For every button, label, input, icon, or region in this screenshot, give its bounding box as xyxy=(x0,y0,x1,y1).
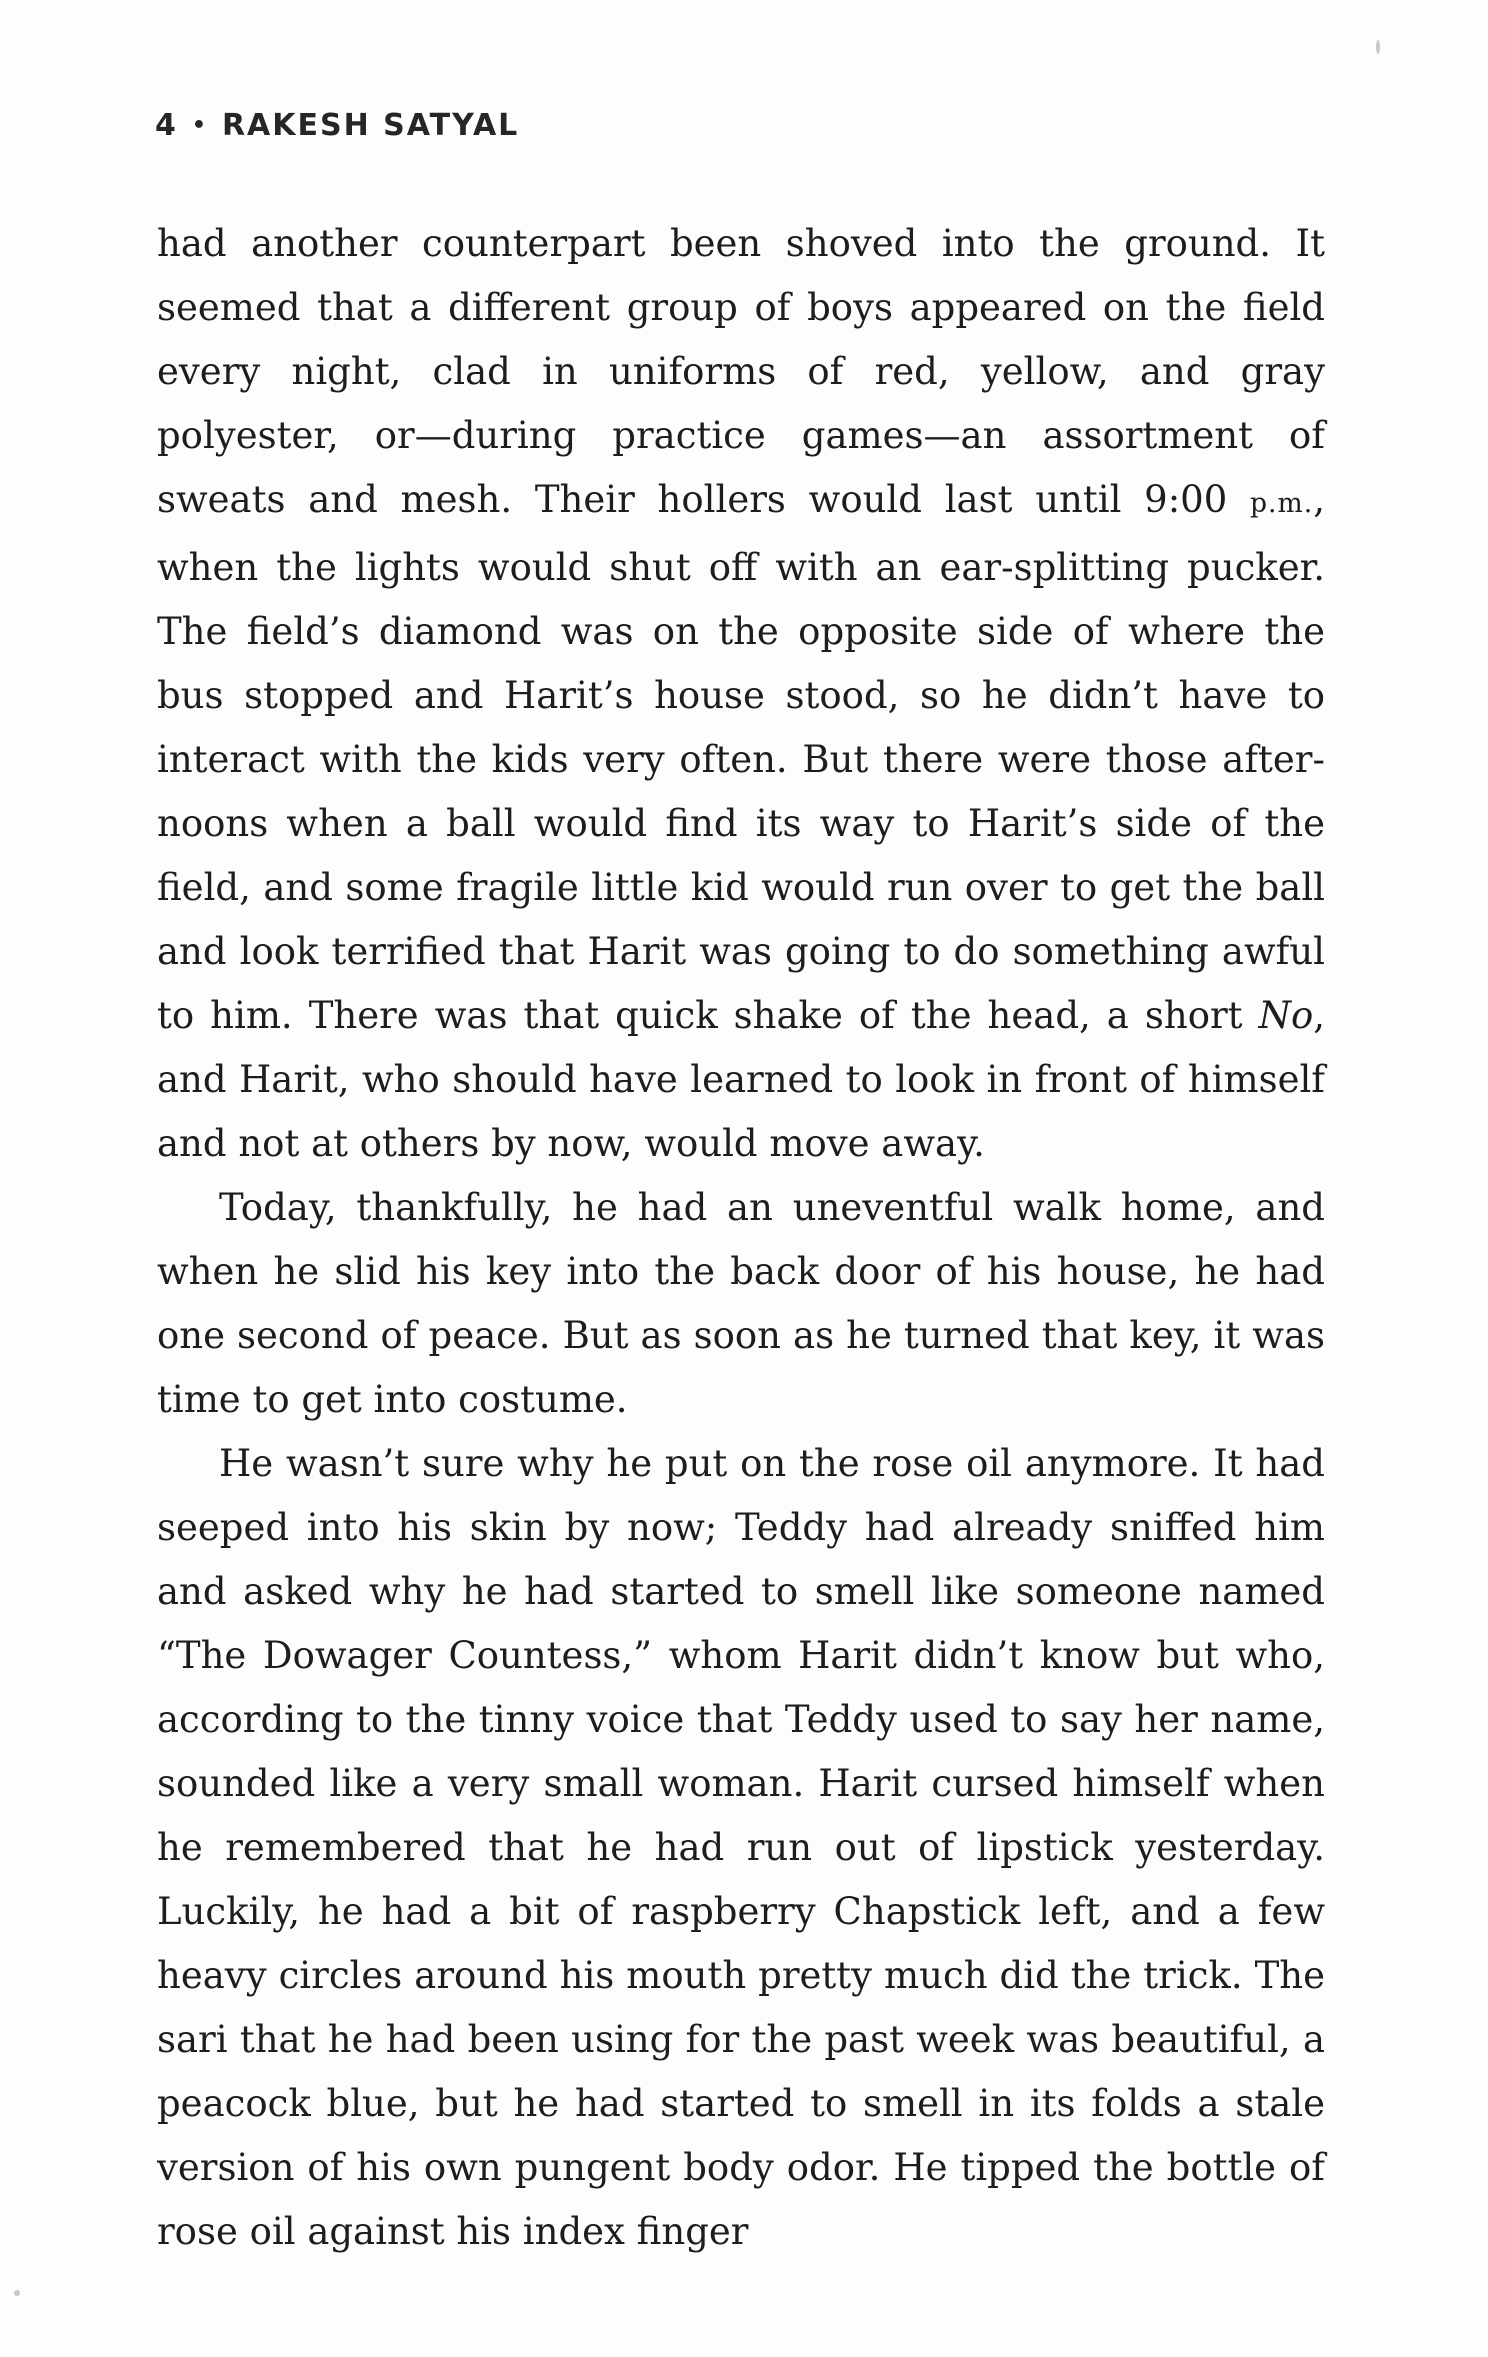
paper-speck xyxy=(1376,40,1380,54)
body-text xyxy=(157,212,1325,2264)
paragraph-1 xyxy=(157,212,1325,1176)
paper-speck xyxy=(14,2290,20,2296)
paragraph-2: Today, thankfully, he had an uneventful walk home, and when he slid his key into the back door of his house, he had one second of peace. But as soon as he turned that key, it was time to get into costume. xyxy=(157,1186,1325,1421)
time-suffix: p.m. xyxy=(1250,488,1314,519)
running-head xyxy=(155,108,519,143)
paragraph-1-part-2: , when the lights would shut off with an ear-splitting pucker. The field’s diamond was on the opposite side of where the bus stopped and Harit’s house stood, so he didn’t have to interact with the kids very often. But there were those afternoons when a ball would find its way to Harit’s side of the field, and some fragile little kid would run over to get the ball and look terrified that Harit was going to do something awful to him. There was that quick shake of the head, a short xyxy=(157,478,1325,1037)
author-name: RAKESH SATYAL xyxy=(221,108,520,143)
paragraph-3: He wasn’t sure why he put on the rose oil anymore. It had seeped into his skin by now; Teddy had already sniffed him and asked why he had started to smell like someone named “The Dowager Countess,” whom Harit didn’t know but who, according to the tinny voice that Teddy used to say her name, sounded like a very small woman. Harit cursed himself when he remembered that he had run out of lipstick yesterday. Luckily, he had a bit of raspberry Chapstick left, and a few heavy circles around his mouth pretty much did the trick. The sari that he had been using for the past week was beautiful, a peacock blue, but he had started to smell in its folds a stale version of his own pungent body odor. He tipped the bottle of rose oil against his index finger xyxy=(157,1442,1325,2253)
page-number: 4 xyxy=(155,108,178,143)
paragraph-1-part-3: , and Harit, who should have learned to look in front of himself and not at others by now, would move away. xyxy=(157,994,1325,1165)
header-separator: • xyxy=(191,113,208,138)
italic-word: No xyxy=(1258,994,1314,1037)
paragraph-1-part-1: had another counterpart been shoved into the ground. It seemed that a different group of boys appeared on the field every night, clad in uniforms of red, yellow, and gray polyester, or—during practice games—an assortment of sweats and mesh. Their hollers would last until 9:00 xyxy=(157,222,1325,521)
